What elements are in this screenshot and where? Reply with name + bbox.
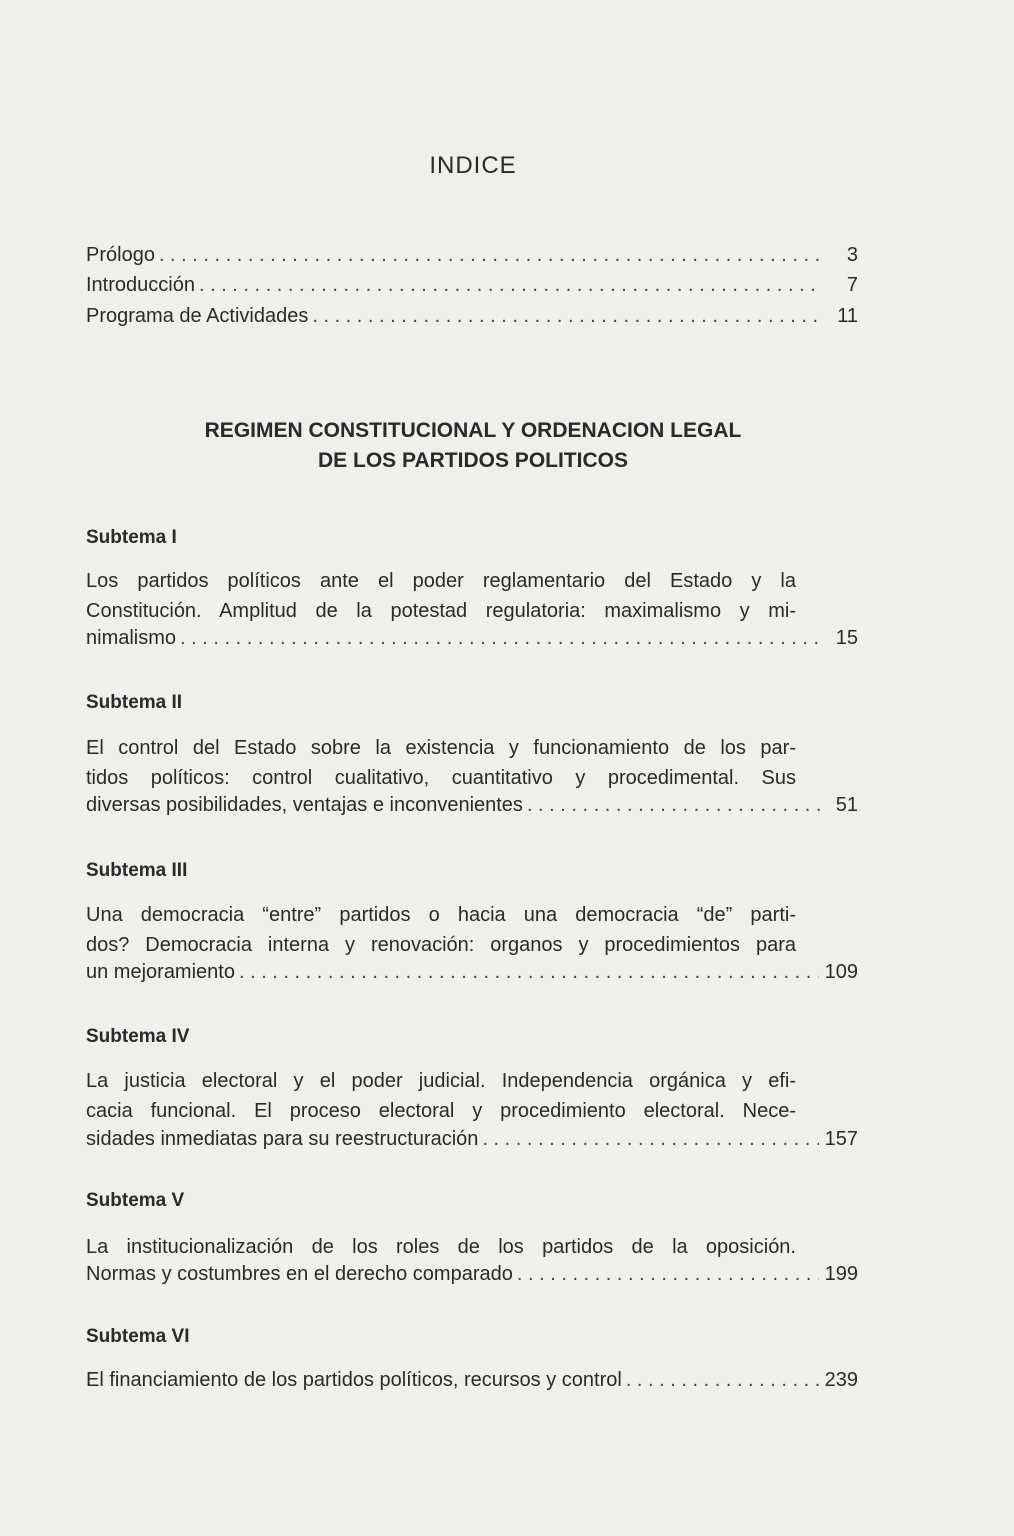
subtema-description	[86, 733, 796, 793]
toc-entry-subtema-5[interactable]	[86, 1263, 858, 1293]
page-title: INDICE	[429, 152, 517, 179]
section-title	[0, 416, 946, 476]
subtema-heading: Subtema VI	[86, 1326, 190, 1347]
toc-entry-subtema-3[interactable]	[86, 961, 858, 991]
leader-dots	[312, 305, 822, 328]
toc-entry-page: 109	[824, 961, 858, 983]
toc-entry-subtema-6[interactable]	[86, 1369, 858, 1399]
toc-entry-label: Introducción	[86, 274, 195, 296]
subtema-heading: Subtema II	[86, 692, 183, 713]
description-line: Constitución. Amplitud de la potestad regulatoria: maximalismo y mi-	[86, 600, 796, 622]
leader-dots	[527, 794, 822, 817]
toc-entry-label: El financiamiento de los partidos políticos, recursos y control	[86, 1369, 622, 1391]
subtema-heading: Subtema III	[86, 860, 188, 881]
toc-entry-page: 199	[824, 1263, 858, 1285]
description-line: La justicia electoral y el poder judicial. Independencia orgánica y efi-	[86, 1070, 796, 1092]
toc-entry-label: Normas y costumbres en el derecho comparado	[86, 1263, 513, 1285]
toc-entry-label: Programa de Actividades	[86, 305, 309, 327]
toc-entry-label: diversas posibilidades, ventajas e inconvenientes	[86, 794, 523, 816]
subtema-description	[86, 1232, 796, 1262]
section-title-line: REGIMEN CONSTITUCIONAL Y ORDENACION LEGAL	[204, 419, 742, 442]
toc-entry-page: 51	[835, 794, 858, 816]
description-line: El control del Estado sobre la existencia y funcionamiento de los par-	[86, 737, 796, 759]
subtema-description	[86, 900, 796, 960]
subtema-heading: Subtema I	[86, 527, 177, 548]
toc-entry-programa[interactable]	[86, 305, 858, 335]
description-line: dos? Democracia interna y renovación: organos y procedimientos para	[86, 934, 796, 956]
subtema-heading: Subtema V	[86, 1190, 185, 1211]
toc-entry-introduccion[interactable]	[86, 274, 858, 304]
description-line: Una democracia “entre” partidos o hacia una democracia “de” parti-	[86, 904, 796, 926]
leader-dots	[482, 1128, 818, 1151]
toc-entry-subtema-4[interactable]	[86, 1128, 858, 1158]
subtema-description	[86, 1066, 796, 1126]
leader-dots	[626, 1369, 819, 1392]
leader-dots	[159, 244, 822, 267]
toc-entry-label: sidades inmediatas para su reestructuración	[86, 1128, 479, 1150]
leader-dots	[180, 627, 822, 650]
leader-dots	[517, 1263, 819, 1286]
toc-entry-label: nimalismo	[86, 627, 177, 649]
subtema-description	[86, 566, 796, 626]
description-line: La institucionalización de los roles de los partidos de la oposición.	[86, 1236, 796, 1258]
toc-entry-subtema-1[interactable]	[86, 627, 858, 657]
section-title-line: DE LOS PARTIDOS POLITICOS	[318, 449, 628, 472]
subtema-heading: Subtema IV	[86, 1026, 190, 1047]
toc-entry-label: un mejoramiento	[86, 961, 235, 983]
toc-entry-page: 3	[846, 244, 858, 266]
description-line: Los partidos políticos ante el poder reglamentario del Estado y la	[86, 570, 796, 592]
toc-entry-page: 15	[835, 627, 858, 649]
description-line: cacia funcional. El proceso electoral y procedimiento electoral. Nece-	[86, 1100, 796, 1122]
leader-dots	[199, 274, 822, 297]
description-line: tidos políticos: control cualitativo, cuantitativo y procedimental. Sus	[86, 767, 796, 789]
leader-dots	[239, 961, 819, 984]
toc-entry-page: 11	[837, 305, 858, 327]
toc-entry-prologo[interactable]	[86, 244, 858, 274]
toc-entry-label: Prólogo	[86, 244, 155, 266]
toc-entry-page: 7	[846, 274, 858, 296]
toc-entry-subtema-2[interactable]	[86, 794, 858, 824]
toc-entry-page: 239	[824, 1369, 858, 1391]
toc-entry-page: 157	[824, 1128, 858, 1150]
